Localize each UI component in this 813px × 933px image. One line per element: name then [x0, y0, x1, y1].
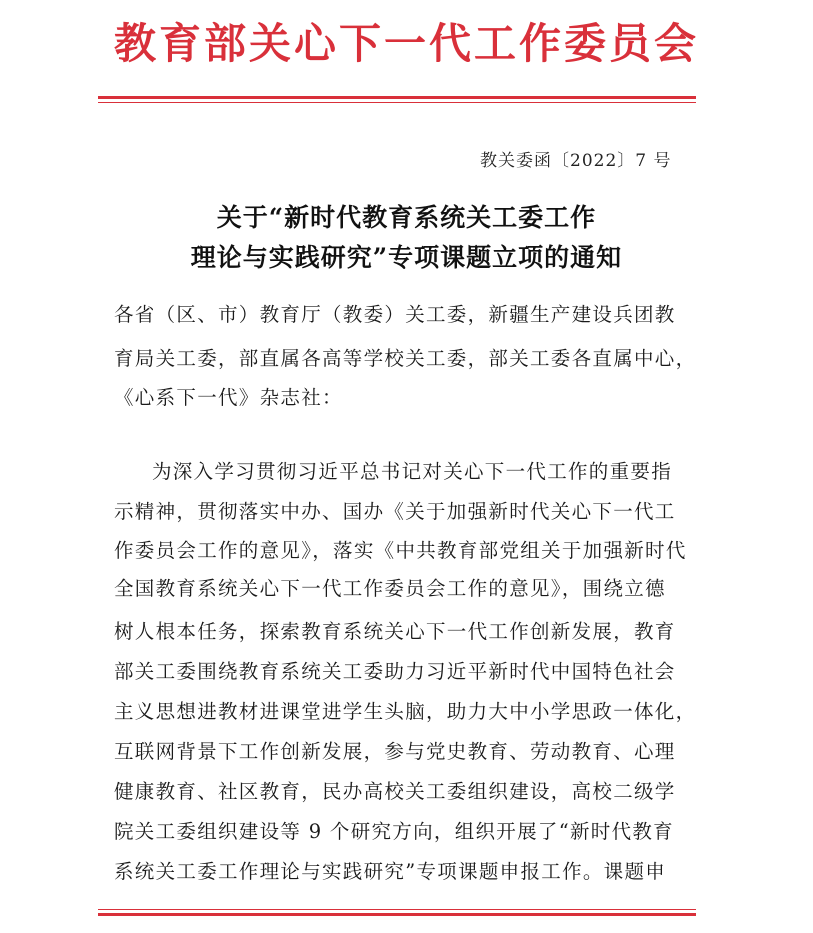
- body-line: 为深入学习贯彻习近平总书记对关心下一代工作的重要指: [152, 460, 673, 483]
- body-line: 院关工委组织建设等 9 个研究方向，组织开展了“新时代教育: [114, 820, 674, 843]
- masthead-title: 教育部关心下一代工作委员会: [113, 19, 699, 68]
- document-title-line-2: 理论与实践研究”专项课题立项的通知: [190, 243, 623, 272]
- footer-rule-thick: [98, 913, 696, 916]
- body-line: 示精神，贯彻落实中办、国办《关于加强新时代关心下一代工: [114, 500, 676, 523]
- salutation-line: 育局关工委，部直属各高等学校关工委，部关工委各直属中心，: [114, 347, 697, 370]
- document-title-line-1: 关于“新时代教育系统关工委工作: [216, 203, 597, 232]
- masthead-rule-thick: [98, 96, 696, 99]
- salutation-line: 《心系下一代》杂志社：: [114, 386, 343, 409]
- body-line: 树人根本任务，探索教育系统关心下一代工作创新发展，教育: [114, 620, 676, 643]
- body-line: 系统关工委工作理论与实践研究”专项课题申报工作。课题申: [114, 860, 667, 883]
- document-number: 教关委函〔2022〕7 号: [480, 151, 672, 171]
- salutation-line: 各省（区、市）教育厅（教委）关工委，新疆生产建设兵团教: [114, 303, 676, 326]
- footer-rule-thin: [98, 909, 696, 910]
- body-line: 主义思想进教材进课堂进学生头脑，助力大中小学思政一体化，: [114, 700, 697, 723]
- body-line: 健康教育、社区教育，民办高校关工委组织建设，高校二级学: [114, 780, 676, 803]
- body-line: 部关工委围绕教育系统关工委助力习近平新时代中国特色社会: [114, 660, 676, 683]
- body-line: 互联网背景下工作创新发展，参与党史教育、劳动教育、心理: [114, 740, 676, 763]
- body-line: 全国教育系统关心下一代工作委员会工作的意见》，围绕立德: [114, 577, 666, 600]
- masthead-rule-thin: [98, 102, 696, 103]
- body-line: 作委员会工作的意见》，落实《中共教育部党组关于加强新时代: [114, 539, 687, 562]
